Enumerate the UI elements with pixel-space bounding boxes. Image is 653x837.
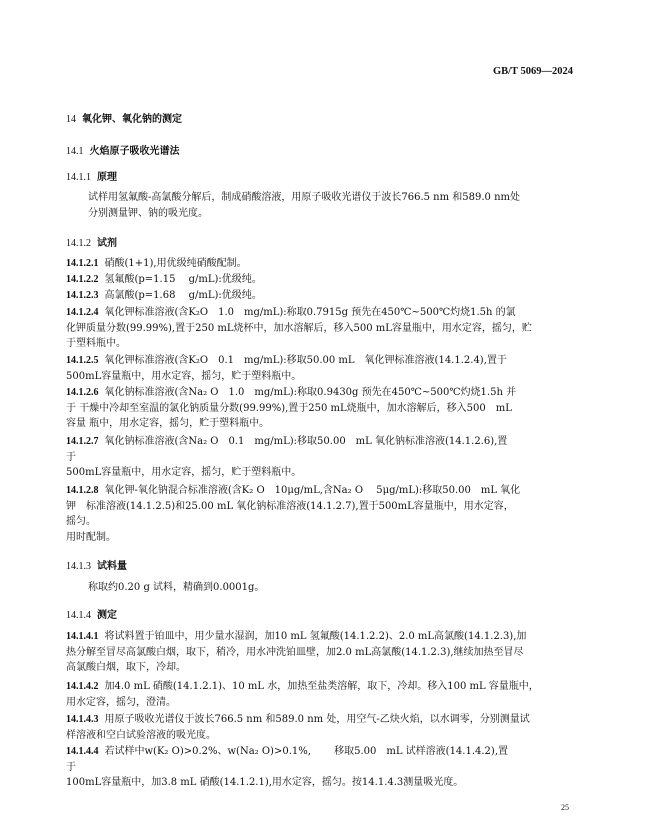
item-text: 硝酸(1+1),用优级纯硝酸配制。 (104, 258, 247, 269)
text-line (66, 353, 592, 369)
item-number: 14.1.2.2 (66, 274, 99, 285)
text-line (66, 629, 592, 645)
text-line (66, 288, 592, 304)
procedure-step (66, 679, 592, 710)
step-text: 将试料置于铂皿中，用少量水湿润，加10 mL 氢氟酸(14.1.2.2)、2.0 mL高氯酸(14.1.2.3),加 (104, 631, 527, 642)
text-line: 容量 瓶中，用水定容，摇匀，贮于塑料瓶中。 (66, 418, 270, 429)
procedure-step (66, 629, 592, 676)
section-number: 14 (66, 114, 76, 125)
step-number: 14.1.4.3 (66, 714, 99, 725)
text-line: 500mL容量瓶中，用水定容，摇匀，贮于塑料瓶中。 (66, 467, 302, 478)
sample-mass-paragraph (66, 580, 592, 596)
item-number: 14.1.2.6 (66, 387, 99, 398)
item-number: 14.1.2.4 (66, 307, 99, 318)
item-number: 14.1.2.1 (66, 258, 99, 269)
section-14-heading (66, 110, 182, 125)
text-line (66, 305, 592, 321)
section-14-1-heading (66, 142, 180, 157)
reagent-item (66, 353, 592, 384)
text-line: 称取约0.20 g 试料，精确到0.0001g。 (88, 582, 265, 593)
reagent-item (66, 305, 592, 352)
page-number: 25 (561, 803, 569, 812)
section-14-1-4-heading (66, 606, 117, 621)
text-line: 钾 标准溶液(14.1.2.5)和25.00 mL 氧化钠标准溶液(14.1.2.7),置于500mL容量瓶中，用水定容， (66, 500, 514, 512)
item-text: 氧化钠标准溶液(含Na₂ O 1.0 mg/mL):称取0.9430g 预先在450℃~500℃灼烧1.5h 并 (104, 387, 517, 398)
item-text: 氢氟酸(p=1.15 g/mL):优级纯。 (104, 274, 262, 285)
text-line: 500mL容量瓶中，用水定容，摇匀，贮于塑料瓶中。 (66, 370, 302, 382)
section-title: 原理 (97, 172, 117, 183)
step-number: 14.1.4.4 (66, 746, 99, 757)
text-line: 试样用氢氟酸-高氯酸分解后，制成硝酸溶液，用原子吸收光谱仪于波长766.5 nm 和589.0 nm处 (88, 192, 521, 203)
section-title: 试料量 (97, 561, 127, 572)
section-14-1-3-heading (66, 557, 127, 572)
procedure-step (66, 744, 592, 791)
text-line: 高氯酸白烟，取下，冷却。 (66, 662, 186, 673)
section-number: 14.1.3 (66, 561, 91, 572)
text-line (66, 385, 592, 401)
step-number: 14.1.4.2 (66, 681, 99, 692)
text-line: 样溶液和空白试验溶液的吸光度。 (66, 729, 216, 741)
section-title: 测定 (97, 610, 117, 621)
step-text: 用原子吸收光谱仪于波长766.5 nm 和589.0 nm 处，用空气-乙炔火焰，以水调零，分别测量试 (104, 714, 530, 725)
text-line: 摇匀。 (66, 516, 96, 527)
item-number: 14.1.2.7 (66, 436, 99, 447)
reagent-item (66, 272, 592, 288)
text-line (66, 679, 592, 695)
text-line (66, 712, 592, 728)
section-number: 14.1.1 (66, 172, 91, 183)
item-text: 氧化钾-氧化钠混合标准溶液(含K₂ O 10μg/mL,含Na₂ O 5μg/mL):移取50.00 mL 氧化 (104, 485, 521, 496)
text-line (66, 434, 592, 450)
reagent-item (66, 288, 592, 304)
reagent-item (66, 385, 592, 432)
text-line: 于 (66, 451, 76, 463)
text-line (66, 272, 592, 288)
section-14-1-2-heading (66, 234, 117, 249)
text-line: 于 (66, 761, 76, 773)
reagent-item (66, 483, 592, 545)
text-line: 化钾质量分数(99.99%),置于250 mL烧杯中，加水溶解后，移入500 mL容量瓶中，用水定容，摇匀，贮 (66, 322, 532, 334)
standard-code: GB/T 5069—2024 (492, 66, 573, 77)
item-number: 14.1.2.5 (66, 355, 99, 366)
text-line: 热分解至冒尽高氯酸白烟，取下，稍冷，用水冲洗铂皿壁，加2.0 mL高氯酸(14.1.2.3),继续加热至冒尽 (66, 646, 524, 658)
step-text: 若试样中w(K₂ O)>0.2%、w(Na₂ O)>0.1%, 移取5.00 mL 试样溶液(14.1.4.2),置 (104, 746, 509, 757)
item-text: 氧化钾标准溶液(含K₂O 1.0 mg/mL):称取0.7915g 预先在450℃~500℃灼烧1.5h 的氯 (104, 307, 516, 318)
section-number: 14.1 (66, 146, 84, 157)
section-14-1-1-heading (66, 168, 117, 183)
text-line: 于塑料瓶中。 (66, 338, 126, 349)
text-line (66, 256, 592, 272)
text-line: 用时配制。 (66, 531, 116, 543)
text-line: 分别测量钾、钠的吸光度。 (88, 207, 208, 219)
section-title: 氧化钾、氧化钠的测定 (82, 114, 182, 125)
text-line: 用水定容，摇匀，澄清。 (66, 696, 176, 708)
text-line: 100mL容量瓶中，加3.8 mL 硝酸(14.1.2.1),用水定容，摇匀。按14.1.4.3测量吸光度。 (66, 777, 464, 788)
text-line: 于 干燥中冷却至室温的氯化钠质量分数(99.99%),置于250 mL烧瓶中，加水溶解后，移入500 mL (66, 402, 512, 414)
item-text: 氧化钠标准溶液(含Na₂ O 0.1 mg/mL):移取50.00 mL 氧化钠标准溶液(14.1.2.6),置 (104, 436, 508, 447)
step-number: 14.1.4.1 (66, 631, 99, 642)
section-title: 试剂 (97, 238, 117, 249)
item-text: 氧化钾标准溶液(含K₂O 0.1 mg/mL):移取50.00 mL 氧化钾标准溶液(14.1.2.4),置于 (104, 355, 507, 366)
item-text: 高氯酸(p=1.68 g/mL):优级纯。 (104, 290, 262, 301)
text-line (66, 744, 592, 760)
section-number: 14.1.2 (66, 238, 91, 249)
item-number: 14.1.2.3 (66, 290, 99, 301)
section-title: 火焰原子吸收光谱法 (89, 146, 180, 157)
text-line (66, 483, 592, 499)
principle-paragraph (66, 190, 592, 221)
procedure-step (66, 712, 592, 743)
item-number: 14.1.2.8 (66, 485, 99, 496)
reagent-item (66, 256, 592, 272)
section-number: 14.1.4 (66, 610, 91, 621)
step-text: 加4.0 mL 硝酸(14.1.2.1)、10 mL 水，加热至盐类溶解，取下，冷却。移入100 mL 容量瓶中， (104, 681, 539, 692)
reagent-item (66, 434, 592, 481)
